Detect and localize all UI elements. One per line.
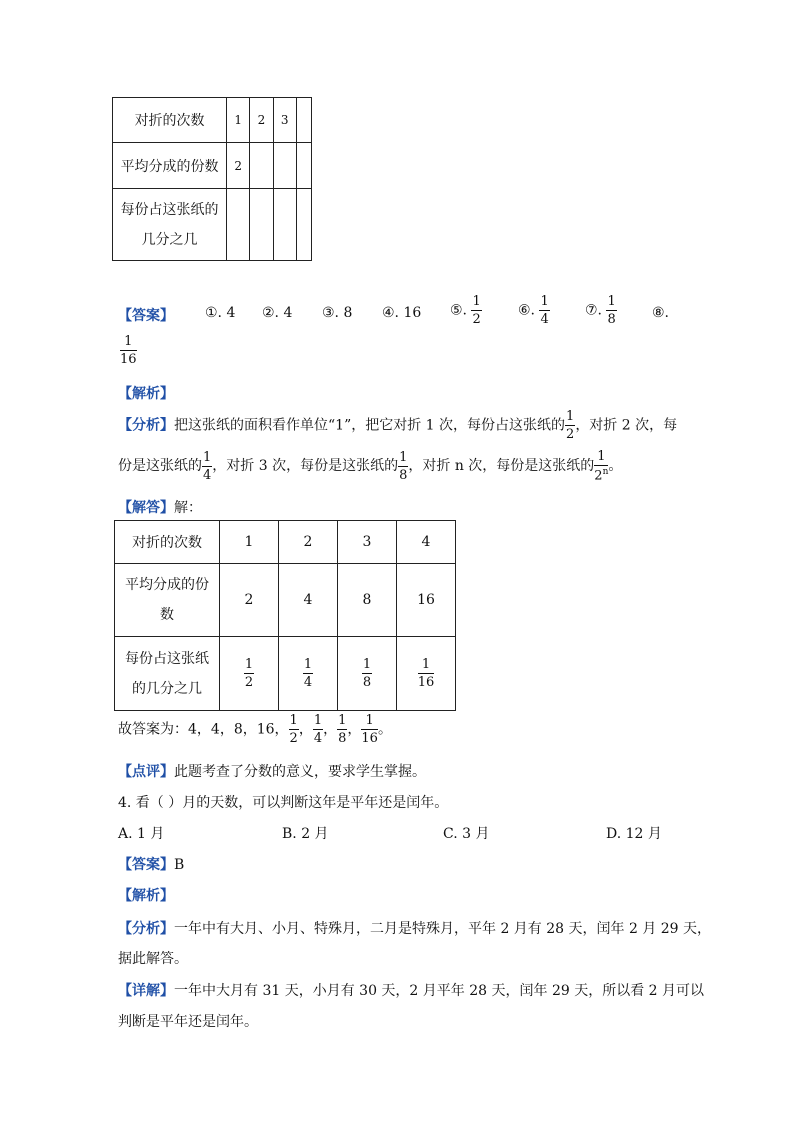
analysis-4-line-1: 【分析】一年中有大月、小月、特殊月，二月是特殊月，平年 2 月有 28 天，闰年 2 月 29 天， [118, 921, 712, 937]
section-tag-jiexi: 【解析】 [118, 386, 174, 402]
table-cell [250, 143, 273, 189]
table-cell: 2 [250, 98, 273, 143]
section-tag-jiexi: 【解析】 [118, 888, 174, 904]
fraction: $\frac{1}{8}$ [607, 294, 616, 327]
fraction: $\frac{1}{2^n}$ [594, 449, 609, 484]
analysis-line-1: 【分析】把这张纸的面积看作单位“1”，把它对折 1 次，每份占这张纸的 $\frac{1}{2}$ ，对折 2 次，每 [118, 409, 678, 442]
table-row-label: 对折的次数 [113, 98, 227, 143]
table-cell: 1 [227, 98, 250, 143]
final-answer-line: 故答案为：4，4，8，16， $\frac{1}{2}$ ， $\frac{1}{4}$ ， $\frac{1}{8}$ ， $\frac{1}{16}$ 。 [118, 713, 392, 746]
analysis-line-2: 份是这张纸的 $\frac{1}{4}$ ，对折 3 次，每份是这张纸的 $\frac{1}{8}$ ，对折 n 次，每份是这张纸的 $\frac{1}{2^n}$ 。 [118, 449, 623, 484]
fraction: $\frac{1}{4}$ [303, 657, 313, 690]
answer-item: ④. 16 [382, 305, 422, 321]
answer-item: ⑦. $\frac{1}{8}$ [585, 294, 616, 327]
table-cell [220, 637, 279, 711]
table-cell: 1 [220, 521, 279, 564]
table-cell: 2 [279, 521, 338, 564]
table-row-label: 平均分成的份 数 [115, 564, 220, 637]
table-cell [273, 143, 296, 189]
fraction: $\frac{1}{16}$ [120, 334, 137, 367]
option-a: A. 1 月 [118, 826, 165, 842]
solution-heading: 【解答】解： [118, 500, 202, 516]
table-cell: 8 [338, 564, 397, 637]
table-cell [227, 189, 250, 261]
table-cell [397, 637, 456, 711]
table-row-label [113, 189, 227, 261]
fraction: $\frac{1}{16}$ [361, 713, 378, 746]
table-row-label: 每份占这张纸 的几分之几 [115, 637, 220, 711]
option-c: C. 3 月 [443, 826, 490, 842]
fold-table-solution [114, 520, 456, 711]
fraction: $\frac{1}{2}$ [289, 713, 298, 746]
answer-item: ⑤. $\frac{1}{2}$ [450, 294, 481, 327]
fraction: $\frac{1}{8}$ [362, 657, 372, 690]
fraction: $\frac{1}{4}$ [313, 713, 323, 746]
fraction: $\frac{1}{2}$ [566, 409, 575, 442]
table-cell [296, 143, 311, 189]
answer-item: ①. 4 [205, 305, 236, 321]
answer-item: ⑥. $\frac{1}{4}$ [518, 294, 549, 327]
table-cell: 2 [227, 143, 250, 189]
table-cell [296, 189, 311, 261]
table-cell [273, 189, 296, 261]
answer-item: ③. 8 [322, 305, 353, 321]
option-d: D. 12 月 [606, 826, 662, 842]
table-cell [296, 98, 311, 143]
table-row-label: 平均分成的份数 [113, 143, 227, 189]
fraction: $\frac{1}{16}$ [417, 657, 435, 690]
fraction: $\frac{1}{4}$ [540, 294, 549, 327]
table-cell: 2 [220, 564, 279, 637]
label-line: 每份占这张纸的 [120, 201, 219, 218]
fraction: $\frac{1}{8}$ [399, 449, 408, 483]
option-b: B. 2 月 [282, 826, 329, 842]
table-cell: 3 [273, 98, 296, 143]
table-cell: 3 [338, 521, 397, 564]
fold-table-blank [112, 97, 312, 261]
table-cell: 4 [397, 521, 456, 564]
analysis-4-line-2: 据此解答。 [118, 951, 188, 967]
answer-item: ②. 4 [262, 305, 293, 321]
answer-line-4: 【答案】B [118, 857, 185, 873]
answer-tag: 【答案】 [118, 308, 174, 324]
table-cell: 4 [279, 564, 338, 637]
table-cell [338, 637, 397, 711]
table-cell: 16 [397, 564, 456, 637]
fraction: $\frac{1}{2}$ [472, 294, 481, 327]
label-line: 几分之几 [141, 231, 198, 248]
fraction: $\frac{1}{4}$ [203, 449, 212, 483]
fraction: $\frac{1}{2}$ [244, 657, 254, 690]
table-cell [250, 189, 273, 261]
table-cell [279, 637, 338, 711]
table-row-label: 对折的次数 [115, 521, 220, 564]
fraction: $\frac{1}{8}$ [338, 713, 347, 746]
detail-4-line-1: 【详解】一年中大月有 31 天，小月有 30 天，2 月平年 28 天，闰年 29 天，所以看 2 月可以 [118, 983, 705, 999]
question-stem: 4. 看（ ）月的天数，可以判断这年是平年还是闰年。 [118, 795, 449, 811]
answer-item-mark: ⑧. [652, 305, 670, 321]
detail-4-line-2: 判断是平年还是闰年。 [118, 1014, 258, 1030]
comment-line: 【点评】此题考查了分数的意义，要求学生掌握。 [118, 764, 426, 780]
